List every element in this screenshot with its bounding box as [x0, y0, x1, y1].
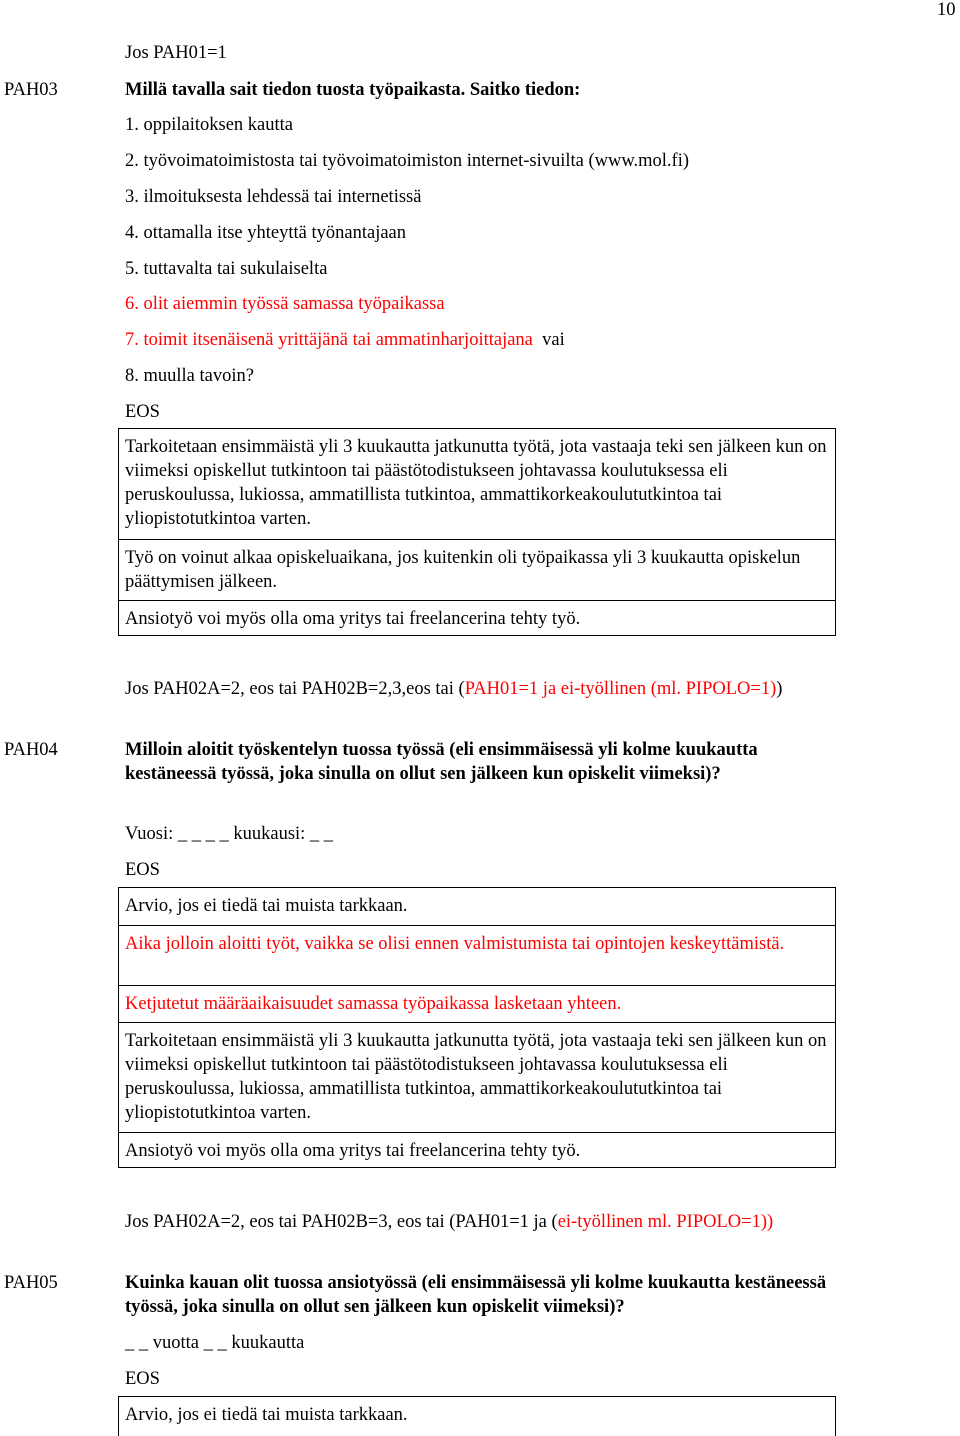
pah03-note-3: Ansiotyö voi myös olla oma yritys tai freelancerina tehty työ. — [119, 600, 835, 635]
pah03-note-2: Työ on voinut alkaa opiskeluaikana, jos kuitenkin oli työpaikassa yli 3 kuukautta opiskelun päättymisen jälkeen. — [119, 539, 835, 600]
pah03-eos: EOS — [125, 402, 160, 422]
pah04-code: PAH04 — [4, 740, 58, 760]
pah04-question: Milloin aloitit työskentelyn tuossa työssä (eli ensimmäisessä yli kolme kuukautta kestäneessä työssä, joka sinulla on ollut sen jälkeen kun opiskelit viimeksi)? — [125, 740, 758, 784]
pah03-option-5: 5. tuttavalta tai sukulaiselta — [125, 259, 328, 279]
pah03-option-3: 3. ilmoituksesta lehdessä tai internetissä — [125, 187, 422, 207]
pah04-note-5: Ansiotyö voi myös olla oma yritys tai freelancerina tehty työ. — [119, 1132, 835, 1167]
pah03-option-4: 4. ottamalla itse yhteyttä työnantajaan — [125, 223, 407, 243]
pah04-condition-red: PAH01=1 ja ei-työllinen (ml. PIPOLO=1) — [464, 679, 777, 699]
pah03-option-2: 2. työvoimatoimistosta tai työvoimatoimiston internet-sivuilta (www.mol.fi) — [125, 151, 690, 171]
pah05-code: PAH05 — [4, 1273, 58, 1293]
pah05-condition-red: ei-työllinen ml. PIPOLO=1)) — [557, 1212, 774, 1232]
pah04-notes-box — [118, 887, 836, 1168]
pah03-code: PAH03 — [4, 80, 58, 100]
pah03-notes-box — [118, 428, 836, 636]
pah03-condition: Jos PAH01=1 — [125, 43, 227, 63]
page-number: 10 — [937, 0, 956, 20]
pah03-question: Millä tavalla sait tiedon tuosta työpaikasta. Saitko tiedon: — [125, 80, 581, 100]
pah04-condition-prefix: Jos PAH02A=2, eos tai PAH02B=2,3,eos tai ( — [125, 679, 465, 699]
pah03-option-7: 7. toimit itsenäisenä yrittäjänä tai ammatinharjoittajana — [125, 330, 533, 350]
pah04-answer-format: Vuosi: _ _ _ _ kuukausi: _ _ — [125, 824, 334, 844]
pah03-note-1: Tarkoitetaan ensimmäistä yli 3 kuukautta jatkunutta työtä, jota vastaaja teki sen jälkeen kun on viimeksi opiskellut tutkintoon tai päästötodistukseen johtavassa koulutuksessa eli peruskoulussa, lukiossa, ammatillista tutkintoa, ammattikorkeakoulututkintoa tai yliopistotutkintoa varten. — [125, 437, 827, 529]
pah05-condition — [125, 1210, 785, 1234]
pah04-note-4: Tarkoitetaan ensimmäistä yli 3 kuukautta jatkunutta työtä, jota vastaaja teki sen jälkeen kun on viimeksi opiskellut tutkintoon tai päästötodistukseen johtavassa koulutuksessa eli peruskoulussa, lukiossa, ammatillista tutkintoa, ammattikorkeakoulututkintoa tai yliopistotutkintoa varten. — [119, 1022, 835, 1132]
pah04-note-3: Ketjutetut määräaikaisuudet samassa työpaikassa lasketaan yhteen. — [119, 985, 835, 1022]
pah05-question: Kuinka kauan olit tuossa ansiotyössä (eli ensimmäisessä yli kolme kuukautta kestäneessä työssä, joka sinulla on ollut sen jälkeen kun opiskelit viimeksi)? — [125, 1273, 827, 1317]
pah03-option-8: 8. muulla tavoin? — [125, 366, 254, 386]
pah05-eos: EOS — [125, 1369, 160, 1389]
pah05-answer-format: _ _ vuotta _ _ kuukautta — [125, 1333, 305, 1353]
pah03-option-7-suffix: vai — [542, 330, 565, 350]
pah03-option-1: 1. oppilaitoksen kautta — [125, 115, 294, 135]
pah03-option-6: 6. olit aiemmin työssä samassa työpaikassa — [125, 294, 445, 314]
pah03-option-7-line — [125, 328, 565, 352]
pah04-condition-suffix: ) — [776, 679, 783, 699]
pah04-note-1: Arvio, jos ei tiedä tai muista tarkkaan. — [125, 896, 408, 916]
pah04-note-2: Aika jolloin aloitti työt, vaikka se olisi ennen valmistumista tai opintojen keskeyttämistä. — [119, 925, 835, 985]
pah04-eos: EOS — [125, 860, 160, 880]
pah05-condition-prefix: Jos PAH02A=2, eos tai PAH02B=3, eos tai (PAH01=1 ja ( — [125, 1212, 558, 1232]
pah05-notes-box — [118, 1396, 836, 1436]
pah05-note-1: Arvio, jos ei tiedä tai muista tarkkaan. — [125, 1405, 408, 1425]
pah04-condition — [125, 677, 785, 701]
